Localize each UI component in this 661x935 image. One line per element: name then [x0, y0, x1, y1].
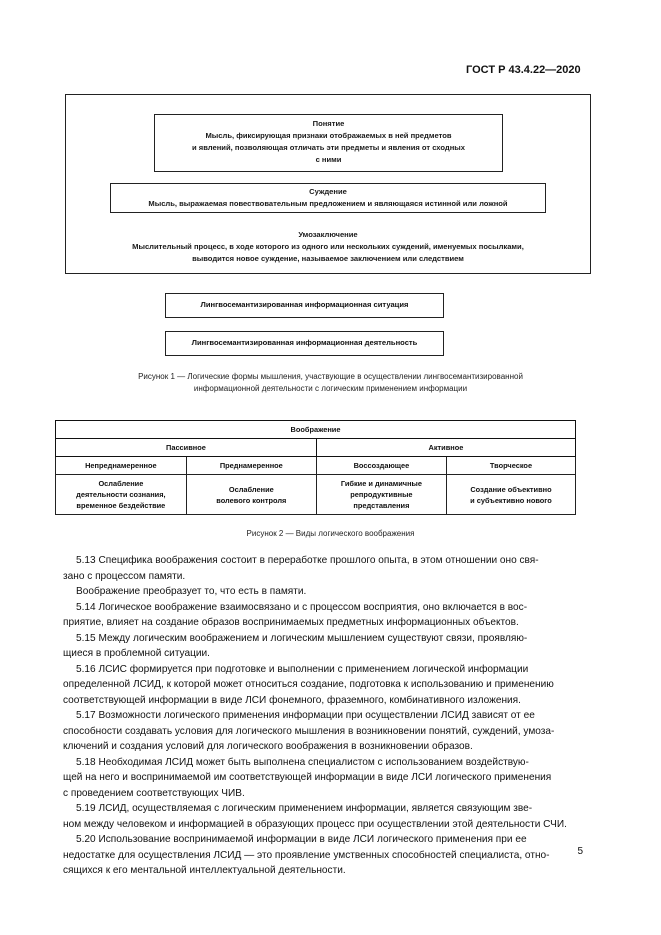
column-recreative: Воссоздающее [316, 457, 446, 475]
text-line: щиеся в проблемной ситуации. [63, 648, 210, 659]
judgment-title: Суждение [309, 187, 347, 196]
concept-block [154, 118, 503, 166]
text-line: ключений и создания условий для логического воображения в возникновении образов. [63, 741, 473, 752]
column-unintentional: Непреднамеренное [56, 457, 187, 475]
text-line: с проведением соответствующих ЧИВ. [63, 787, 245, 799]
cell-line: деятельности сознания, [76, 490, 166, 499]
figure1-caption-line-1: Рисунок 1 — Логические формы мышления, участвующие в осуществлении лингвосемантизированной [138, 372, 523, 381]
inference-title: Умозаключение [298, 230, 358, 239]
inference-block [65, 229, 591, 265]
text-line: приятие, влияет на создание образов воспринимаемых предметных информационных объектов. [63, 617, 519, 628]
text-line: 5.19 ЛСИД, осуществляемая с логическим применением информации, является связующим зве- [76, 803, 533, 814]
cell-unintentional [56, 475, 187, 515]
judgment-text: Мысль, выражаемая повествовательным предложением и являющаяся истинной или ложной [148, 199, 508, 208]
situation-label: Лингвосемантизированная информационная ситуация [200, 300, 409, 309]
text-line: 5.14 Логическое воображение взаимосвязано и с процессом восприятия, оно включается в вос- [76, 601, 528, 613]
cell-line: репродуктивные [350, 490, 413, 499]
activity-label: Лингвосемантизированная информационная деятельность [191, 338, 418, 347]
text-line: ном между человеком и информацией в образующих процесс при осуществлении этой деятельности СЧИ. [63, 818, 567, 830]
column-intentional: Преднамеренное [186, 457, 316, 475]
cell-line: Ослабление [98, 479, 144, 488]
text-line: 5.18 Необходимая ЛСИД может быть выполнена специалистом с использованием воздействую- [76, 756, 529, 768]
concept-line-3: с ними [315, 155, 342, 164]
text-line: способности создавать условия для логического мышления в возникновении понятий, суждений, умоза- [63, 725, 555, 737]
figure1-caption-line-2: информационной деятельности с логическим применением информации [193, 383, 468, 393]
concept-title: Понятие [312, 119, 345, 128]
inference-line-2: выводится новое суждение, называемое заключением или следствием [192, 254, 464, 263]
text-line: 5.16 ЛСИС формируется при подготовке и выполнении с применением логической информации [76, 663, 529, 675]
text-line: соответствующей информации в виде ЛСИ фонемного, фраземного, комбинативного изложения. [63, 694, 521, 706]
cell-line: Создание объективно [470, 484, 552, 494]
text-line: сящихся к его ментальной интеллектуальной деятельности. [63, 865, 346, 876]
text-line: Воображение преобразует то, что есть в памяти. [76, 586, 307, 597]
imagination-types-table [55, 420, 576, 515]
cell-recreative [316, 475, 446, 515]
cell-line: временное бездействие [76, 501, 166, 510]
concept-line-1: Мысль, фиксирующая признаки отображаемых в ней предметов [205, 131, 452, 140]
text-line: щей на него и воспринимаемой им соответствующей информации в виде ЛСИ логического применения [63, 772, 552, 783]
text-line: недостатке для осуществления ЛСИД — это проявление умственных способностей специалиста, отно- [63, 849, 550, 861]
passive-header: Пассивное [56, 439, 317, 457]
cell-line: представления [353, 501, 410, 510]
cell-line: и субъективно нового [470, 495, 552, 505]
inference-line-1: Мыслительный процесс, в ходе которого из одного или нескольких суждений, именуемых посылками, [132, 242, 524, 251]
text-line: 5.17 Возможности логического применения информации при осуществлении ЛСИД зависят от ее [76, 710, 535, 721]
imagination-title: Воображение [56, 421, 576, 439]
concept-line-2: и явлений, позволяющая отличать эти предметы и явления от сходных [192, 143, 465, 152]
page-number: 5 [577, 846, 583, 857]
cell-intentional [186, 475, 316, 515]
cell-line: волевого контроля [216, 495, 287, 505]
activity-box [165, 331, 444, 356]
situation-box [165, 293, 444, 318]
figure2-caption: Рисунок 2 — Виды логического воображения [246, 529, 415, 538]
figure1-caption [55, 371, 606, 394]
text-line: 5.15 Между логическим воображением и логическим мышлением существуют связи, проявляю- [76, 632, 528, 644]
text-line: 5.13 Специфика воображения состоит в переработке прошлого опыта, в этом отношении оно свя- [76, 555, 539, 566]
column-creative: Творческое [446, 457, 575, 475]
cell-line: Ослабление [228, 484, 274, 494]
active-header: Активное [316, 439, 575, 457]
text-line: зано с процессом памяти. [63, 570, 186, 582]
text-line: 5.20 Использование воспринимаемой информации в виде ЛСИ логического применения при ее [76, 834, 527, 845]
judgment-block [110, 186, 546, 210]
body-text [63, 553, 582, 879]
cell-creative [446, 475, 575, 515]
cell-line: Гибкие и динамичные [340, 479, 422, 488]
standard-header: ГОСТ Р 43.4.22—2020 [466, 64, 581, 76]
text-line: определенной ЛСИД, к которой может относиться создание, подготовка к использованию и применению [63, 679, 554, 690]
